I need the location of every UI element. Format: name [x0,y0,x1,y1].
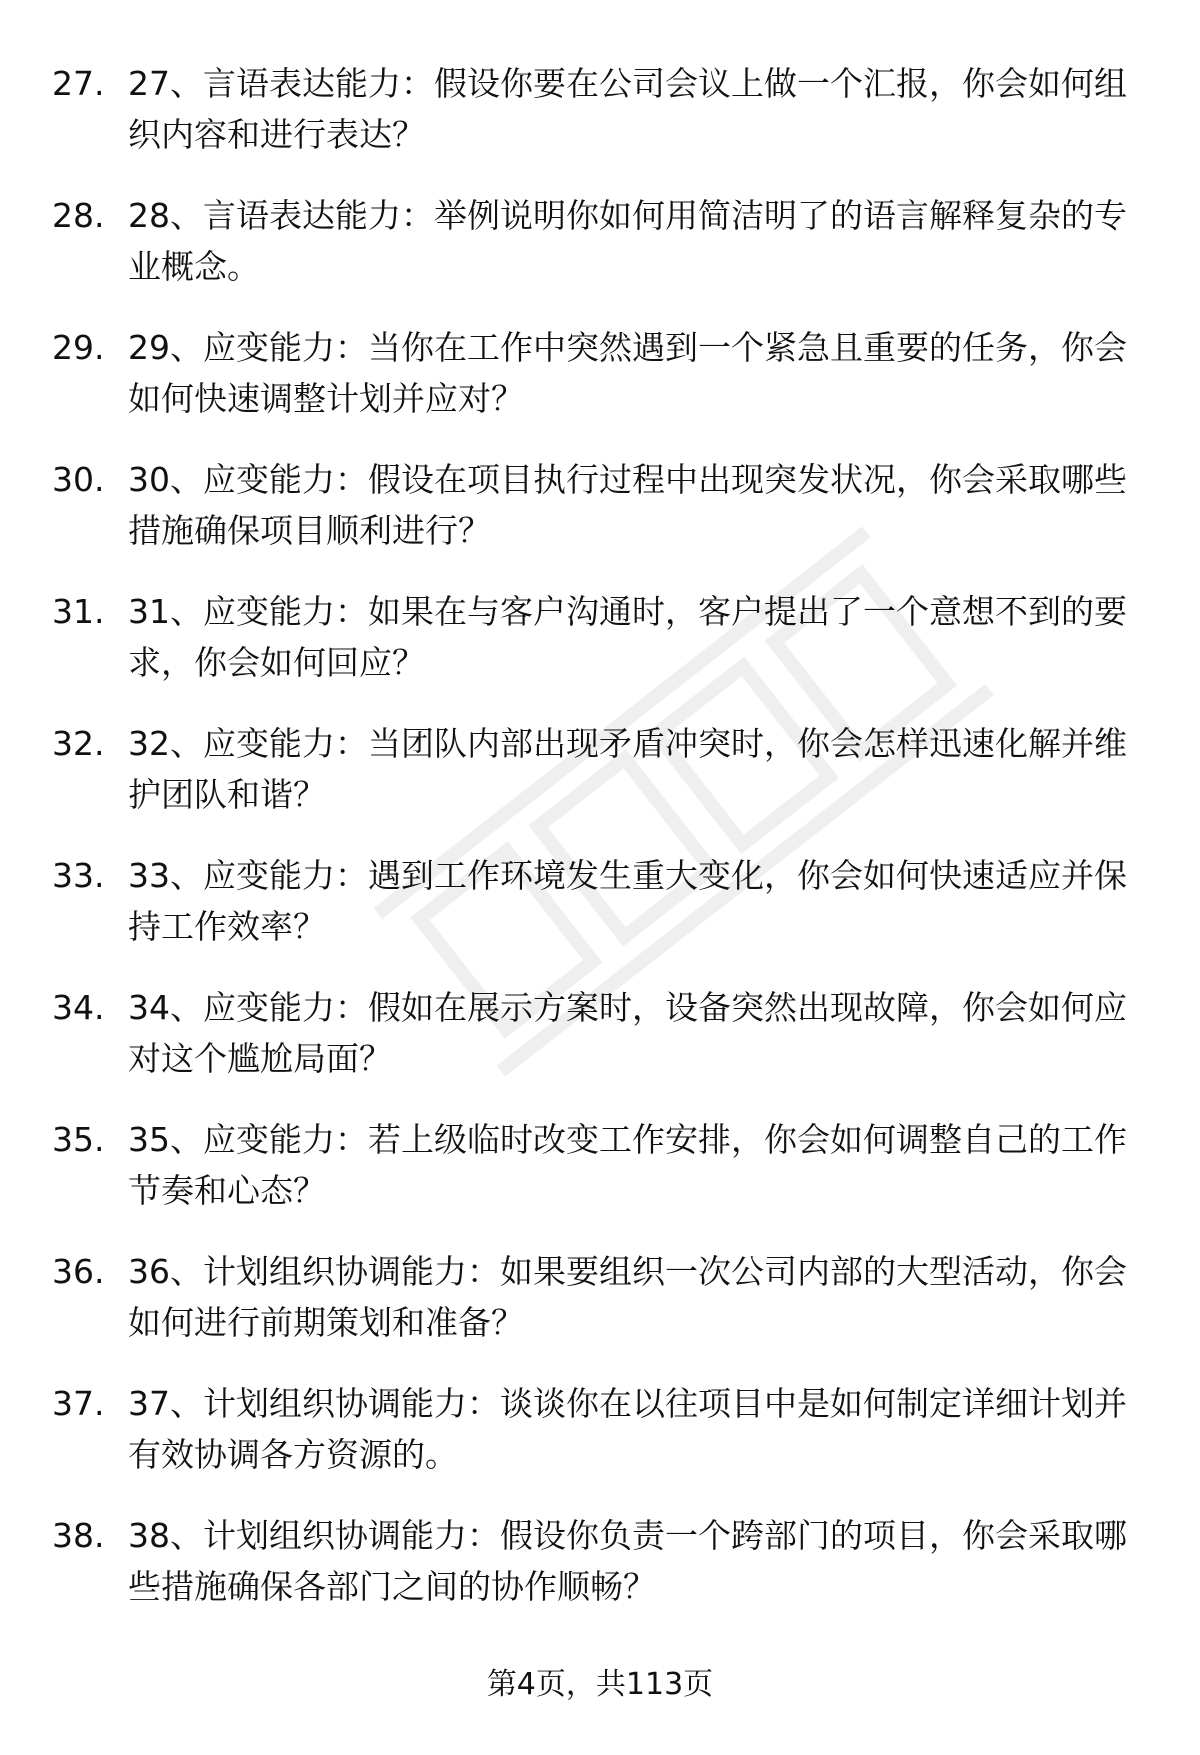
question-number: 35. [52,1120,105,1159]
question-text: 30、应变能力：假设在项目执行过程中出现突发状况，你会采取哪些措施确保项目顺利进行？ [128,460,1127,550]
question-item [0,1246,1200,1368]
question-item [0,58,1200,180]
question-item [0,190,1200,312]
question-item [0,1114,1200,1236]
question-text: 33、应变能力：遇到工作环境发生重大变化，你会如何快速适应并保持工作效率？ [128,856,1127,946]
question-number: 36. [52,1252,105,1291]
question-item [0,1378,1200,1500]
question-item [0,718,1200,840]
question-number: 29. [52,328,105,367]
question-text: 34、应变能力：假如在展示方案时，设备突然出现故障，你会如何应对这个尴尬局面？ [128,988,1127,1078]
question-number: 31. [52,592,105,631]
question-number: 38. [52,1516,105,1555]
question-text: 38、计划组织协调能力：假设你负责一个跨部门的项目，你会采取哪些措施确保各部门之间的协作顺畅？ [128,1516,1127,1606]
question-text: 32、应变能力：当团队内部出现矛盾冲突时，你会怎样迅速化解并维护团队和谐？ [128,724,1127,814]
question-list [0,58,1200,1642]
question-text: 27、言语表达能力：假设你要在公司会议上做一个汇报，你会如何组织内容和进行表达？ [128,64,1127,154]
question-text: 35、应变能力：若上级临时改变工作安排，你会如何调整自己的工作节奏和心态？ [128,1120,1127,1210]
question-text: 31、应变能力：如果在与客户沟通时，客户提出了一个意想不到的要求，你会如何回应？ [128,592,1127,682]
question-item [0,454,1200,576]
question-text: 29、应变能力：当你在工作中突然遇到一个紧急且重要的任务，你会如何快速调整计划并应对？ [128,328,1127,418]
page-footer [0,1665,1200,1705]
question-text: 36、计划组织协调能力：如果要组织一次公司内部的大型活动，你会如何进行前期策划和准备？ [128,1252,1127,1342]
question-number: 34. [52,988,105,1027]
question-text: 37、计划组织协调能力：谈谈你在以往项目中是如何制定详细计划并有效协调各方资源的。 [128,1384,1127,1474]
question-item [0,322,1200,444]
question-number: 28. [52,196,105,235]
question-item [0,850,1200,972]
question-item [0,982,1200,1104]
question-item [0,1510,1200,1632]
question-number: 37. [52,1384,105,1423]
question-item [0,586,1200,708]
question-number: 32. [52,724,105,763]
question-number: 30. [52,460,105,499]
question-number: 27. [52,64,105,103]
question-number: 33. [52,856,105,895]
page-number-label: 第4页，共113页 [486,1667,714,1702]
question-text: 28、言语表达能力：举例说明你如何用简洁明了的语言解释复杂的专业概念。 [128,196,1127,286]
